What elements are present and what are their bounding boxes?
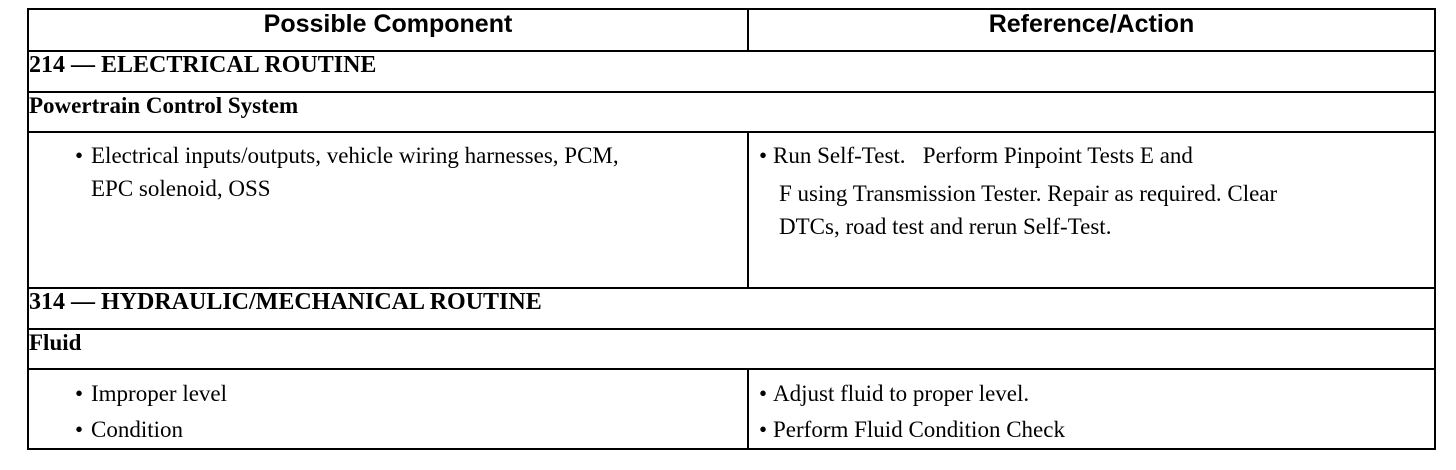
bullet: • [75, 143, 84, 168]
table-row [28, 369, 1435, 449]
action-item: Perform Fluid Condition Check [773, 417, 1065, 442]
action-line: DTCs, road test and rerun Self-Test. [779, 214, 1112, 239]
action-cell [748, 132, 1435, 288]
subsection-title-powertrain: Powertrain Control System [28, 92, 1435, 132]
bullet: • [75, 381, 84, 406]
list-item [749, 376, 1434, 412]
section-title-electrical: 214 — ELECTRICAL ROUTINE [28, 51, 1435, 92]
action-item: Adjust fluid to proper level. [773, 381, 1030, 406]
section-row [28, 288, 1435, 329]
subsection-title-fluid: Fluid [28, 329, 1435, 369]
component-line: EPC solenoid, OSS [91, 176, 271, 201]
diagnostic-table [27, 8, 1436, 450]
list-item [29, 376, 747, 412]
list-item [29, 139, 747, 205]
component-item: Improper level [91, 381, 228, 406]
list-item [749, 139, 1434, 172]
bullet: • [759, 417, 768, 442]
component-item: Condition [91, 417, 184, 442]
subsection-row [28, 92, 1435, 132]
header-reference-action: Reference/Action [748, 9, 1435, 51]
action-cell [748, 369, 1435, 449]
list-item [29, 412, 747, 448]
component-line: Electrical inputs/outputs, vehicle wiring harnesses, PCM, [91, 143, 619, 168]
bullet: • [759, 143, 768, 168]
section-title-hydraulic: 314 — HYDRAULIC/MECHANICAL ROUTINE [28, 288, 1435, 329]
table-row [28, 132, 1435, 288]
component-cell [28, 132, 748, 288]
action-line: F using Transmission Tester. Repair as required. Clear [779, 181, 1278, 206]
section-row [28, 51, 1435, 92]
header-row [28, 9, 1435, 51]
list-item [749, 412, 1434, 448]
action-line: Run Self-Test. Perform Pinpoint Tests E and [773, 143, 1193, 168]
bullet: • [759, 381, 768, 406]
bullet: • [75, 417, 84, 442]
header-possible-component: Possible Component [28, 9, 748, 51]
subsection-row [28, 329, 1435, 369]
component-cell [28, 369, 748, 449]
